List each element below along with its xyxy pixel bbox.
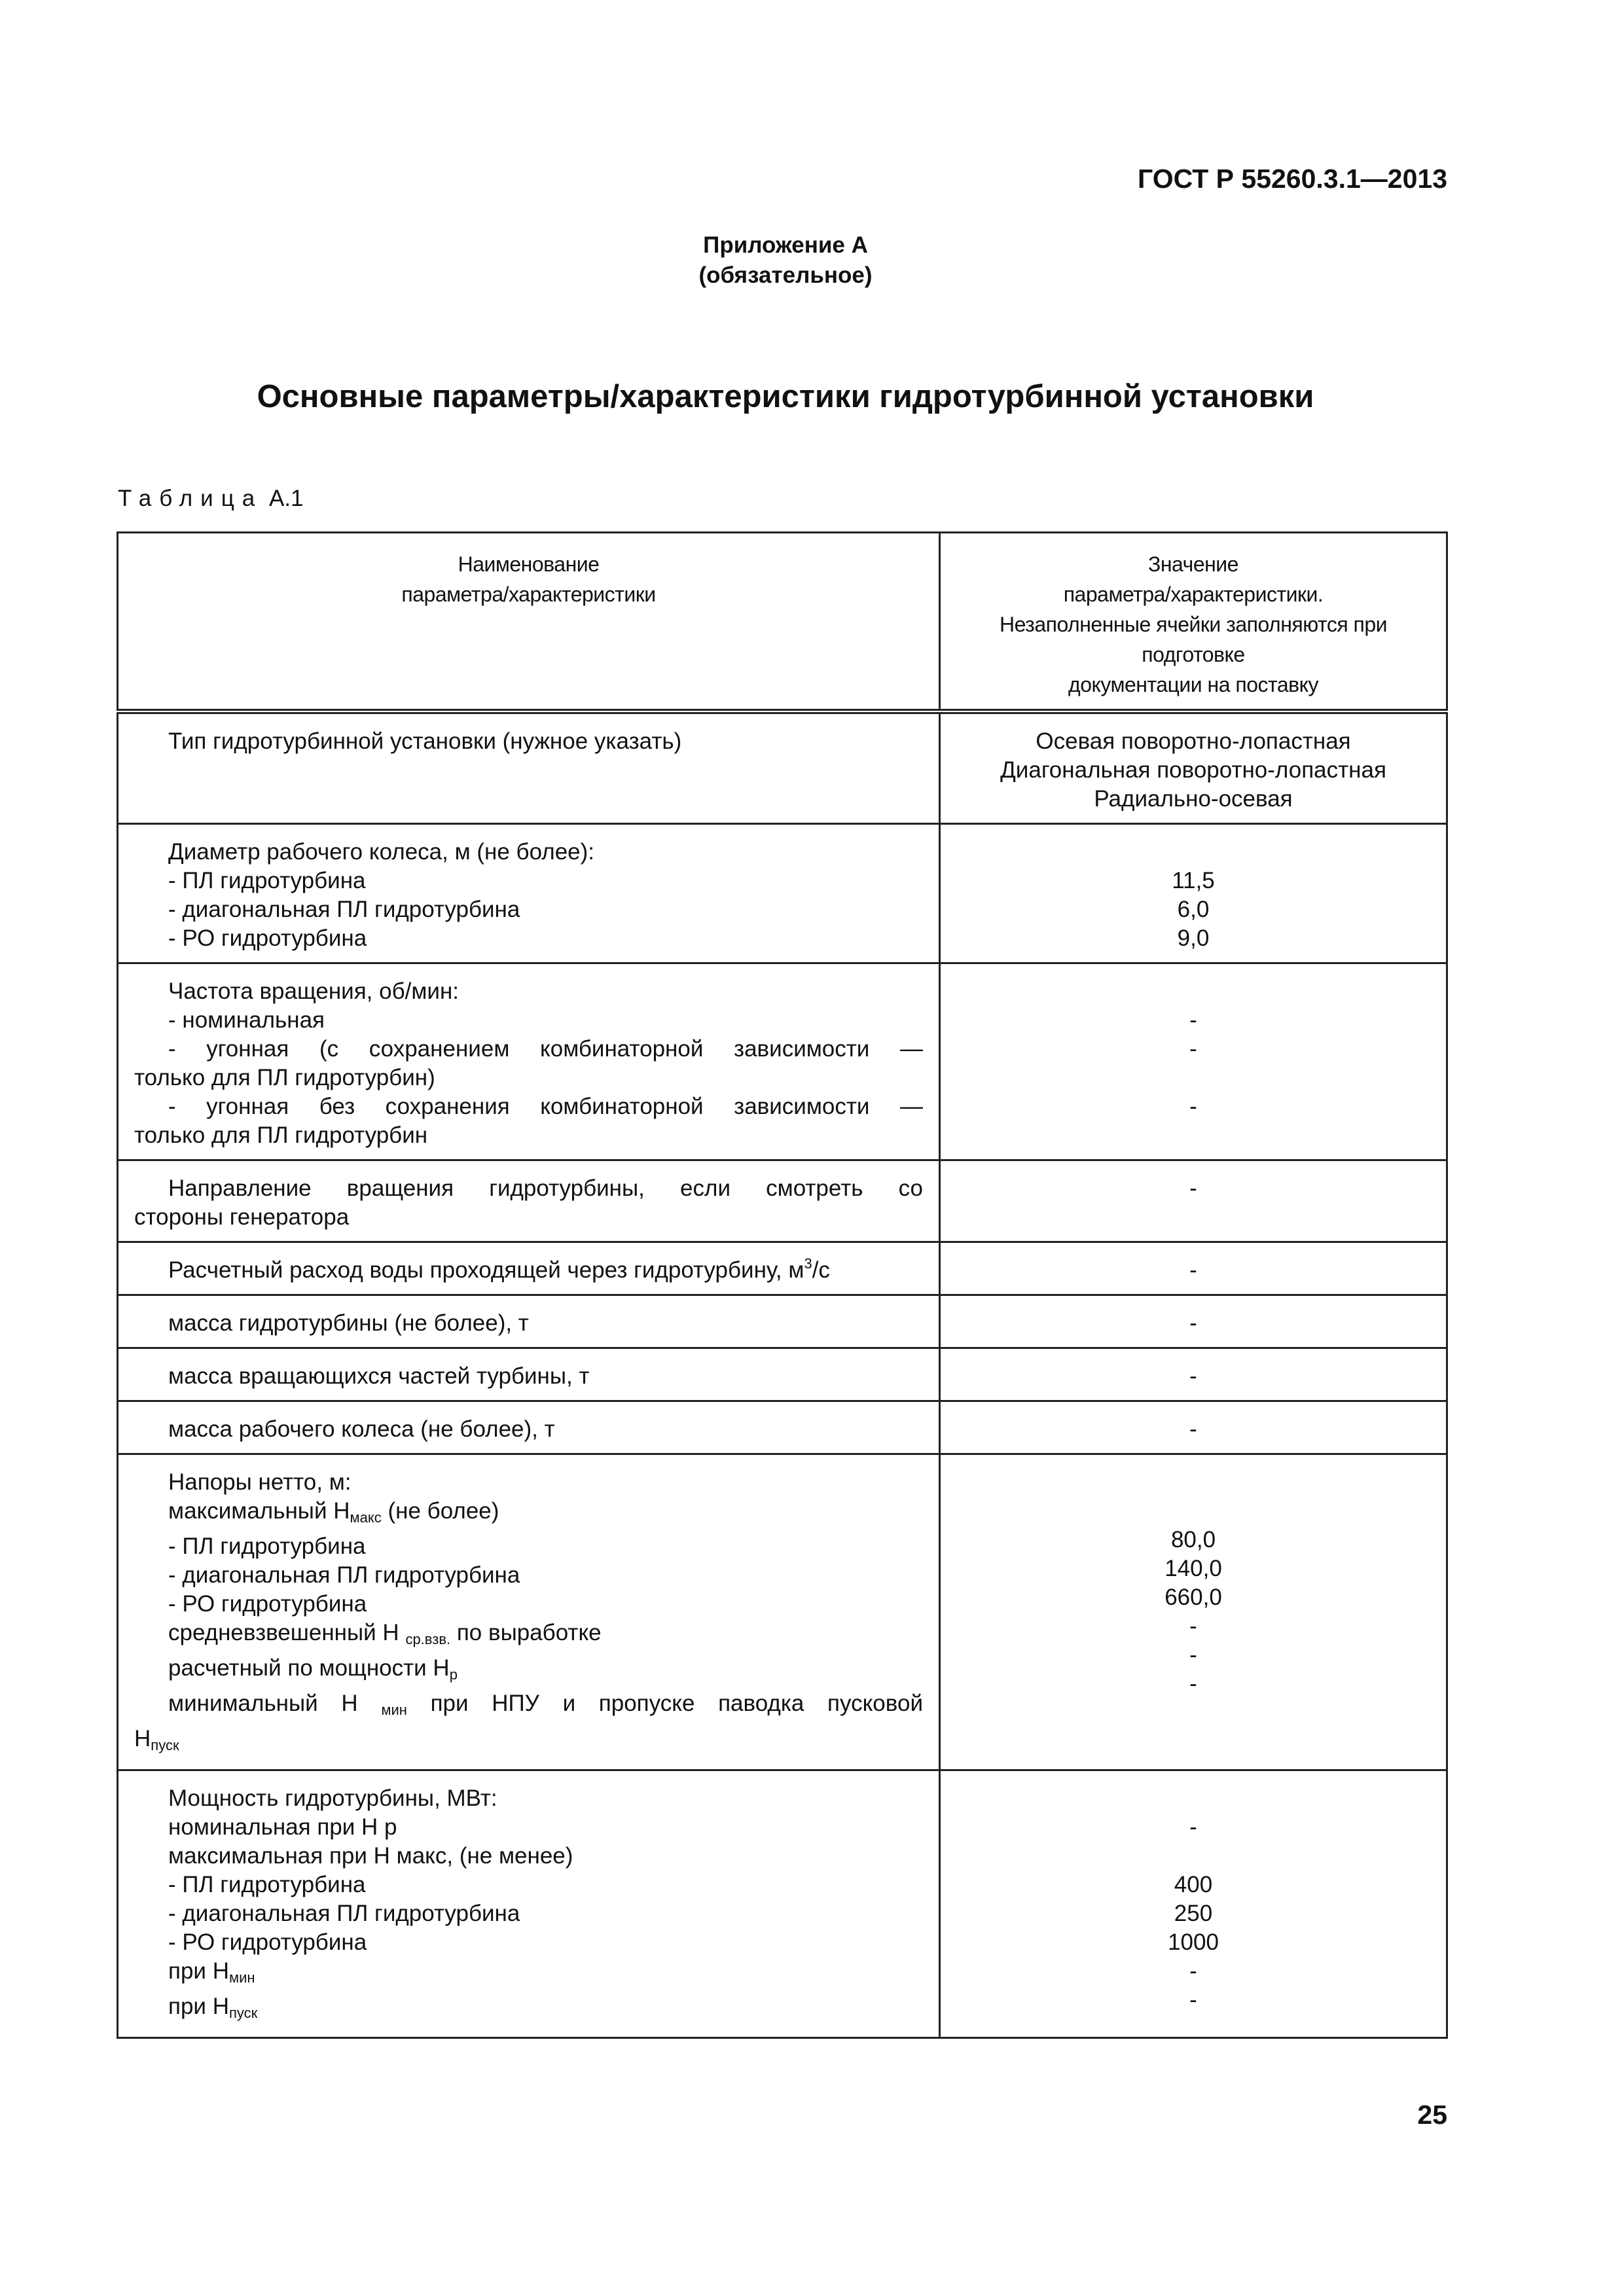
page-title: Основные параметры/характеристики гидротурбинной установки [257, 379, 1314, 414]
table-row-runner-mass: масса рабочего колеса (не более), т - [118, 1401, 1447, 1454]
table-label-number: А.1 [268, 486, 304, 511]
table-row-net-heads: Напоры нетто, м: максимальный $Н_{макс}$ (не более) - ПЛ гидротурбина - диагональная ПЛ гидротурбина - РО гидротурбина средневзвешенный Н $_{ср.взв.}$ по выработке расчетный по мощности $Н_р$ минимальный Н $_{мин}$ при НПУ и пропуске паводка пусковой $Н_{пуск}$ 80,0 140,0 660,0 - - - [118, 1454, 1447, 1770]
table-label-word: Таблица [118, 486, 263, 511]
appendix-heading [0, 230, 1571, 291]
header-cell-value: Значение параметра/характеристики. Незаполненные ячейки заполняются при подготовке документации на поставку [940, 533, 1447, 712]
appendix-title: Приложение А [703, 232, 868, 258]
table-row-water-flow: Расчетный расход воды проходящей через гидротурбину, $м^3/с$ - [118, 1242, 1447, 1295]
table-row-rotating-mass: масса вращающихся частей турбины, т - [118, 1348, 1447, 1401]
table-row-rotation-direction: Направление вращения гидротурбины, если смотреть со стороны генератора - [118, 1160, 1447, 1242]
table-row-turbine-mass: масса гидротурбины (не более), т - [118, 1295, 1447, 1348]
header-cell-name: Наименование параметра/характеристики [118, 533, 940, 712]
page-number: 25 [1417, 2100, 1447, 2130]
table-row-turbine-power: Мощность гидротурбины, МВт: номинальная при Н р максимальная при Н макс, (не менее) - ПЛ гидротурбина - диагональная ПЛ гидротурбина - РО гидротурбина при $Н_{мин}$ при $Н_{пуск}$ - 400 250 1000 - - [118, 1770, 1447, 2038]
table-header-row [118, 533, 1447, 712]
appendix-status: (обязательное) [698, 262, 873, 288]
table-label [118, 486, 304, 512]
table-row-runner-diameter: Диаметр рабочего колеса, м (не более): - ПЛ гидротурбина - диагональная ПЛ гидротурбина - РО гидротурбина 11,5 6,0 9,0 [118, 824, 1447, 963]
table-row-turbine-type: Тип гидротурбинной установки (нужное указать) Осевая поворотно-лопастная Диагональная поворотно-лопастная Радиально-осевая [118, 711, 1447, 824]
parameters-table [117, 531, 1448, 2039]
table-row-rotation-speed: Частота вращения, об/мин: - номинальная - угонная (с сохранением комбинаторной зависимости — только для ПЛ гидротурбин) - угонная без сохранения комбинаторной зависимости — только для ПЛ гидротурбин - - - [118, 963, 1447, 1160]
document-code: ГОСТ Р 55260.3.1—2013 [1138, 164, 1447, 194]
